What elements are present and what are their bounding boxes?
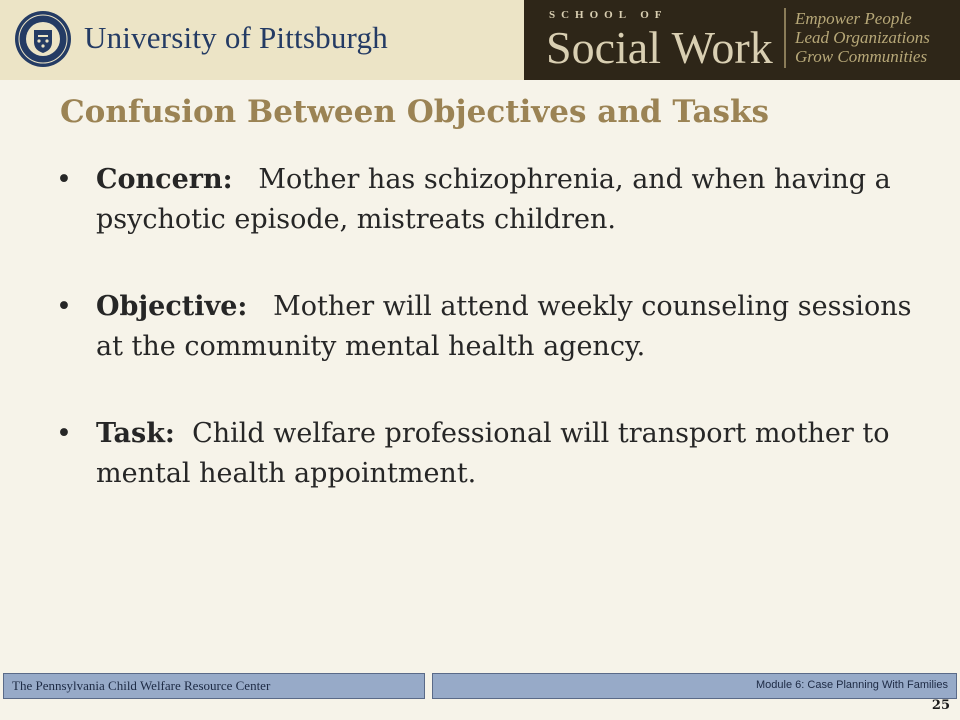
university-name: University of Pittsburgh bbox=[84, 20, 388, 55]
bullet-concern bbox=[56, 160, 936, 240]
school-of-label: SCHOOL OF bbox=[549, 9, 668, 21]
tagline-1: Empower People bbox=[795, 9, 912, 28]
bullet-label: Concern: bbox=[96, 164, 233, 195]
bullet-dot-icon: • bbox=[56, 418, 72, 449]
slide-title: Confusion Between Objectives and Tasks bbox=[60, 94, 769, 130]
bullet-dot-icon: • bbox=[56, 164, 72, 195]
header-divider bbox=[784, 8, 786, 68]
footer-left-bar bbox=[3, 673, 425, 699]
bullet-text: Child welfare professional will transport mother to mental health appointment. bbox=[96, 418, 890, 489]
tagline-3: Grow Communities bbox=[795, 47, 928, 66]
social-work-label: Social Work bbox=[546, 22, 773, 73]
footer-right-bar bbox=[432, 673, 957, 699]
bullet-list bbox=[56, 160, 936, 541]
bullet-objective bbox=[56, 287, 936, 367]
pitt-banner bbox=[0, 0, 524, 80]
footer-organization: The Pennsylvania Child Welfare Resource Center bbox=[12, 678, 271, 693]
tagline-2: Lead Organizations bbox=[795, 28, 930, 47]
bullet-label: Objective: bbox=[96, 291, 248, 322]
bullet-text: Mother has schizophrenia, and when having a psychotic episode, mistreats children. bbox=[96, 164, 891, 235]
university-seal-icon bbox=[14, 10, 72, 68]
footer-module: Module 6: Case Planning With Families bbox=[756, 679, 948, 691]
bullet-text: Mother will attend weekly counseling sessions at the community mental health agency. bbox=[96, 291, 912, 362]
bullet-dot-icon: • bbox=[56, 291, 72, 322]
bullet-label: Task: bbox=[96, 418, 175, 449]
slide-header bbox=[0, 0, 960, 80]
page-number: 25 bbox=[931, 698, 950, 713]
bullet-task bbox=[56, 414, 936, 494]
